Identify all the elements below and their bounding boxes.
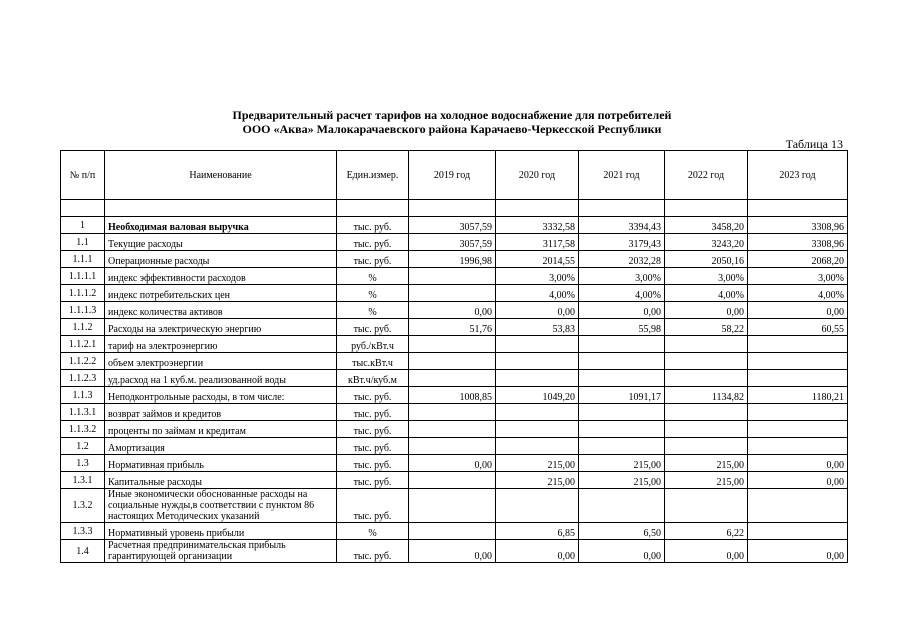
- value-2022: 4,00%: [665, 285, 748, 302]
- document-title-line-2: ООО «Аква» Малокарачаевского района Карачаево-Черкесской Республики: [242, 122, 662, 136]
- value-2020: [496, 370, 579, 387]
- value-2023: 1180,21: [748, 387, 848, 404]
- row-number: 1.1.1.1: [61, 268, 105, 285]
- table-row: [61, 234, 848, 251]
- row-name: Нормативный уровень прибыли: [105, 523, 337, 540]
- value-2023: 0,00: [748, 302, 848, 319]
- row-name: индекс эффективности расходов: [105, 268, 337, 285]
- header-2022: 2022 год: [665, 151, 748, 200]
- value-2019: [409, 268, 496, 285]
- row-number: 1.2: [61, 438, 105, 455]
- value-2022: [665, 438, 748, 455]
- table-row: [61, 319, 848, 336]
- value-2020: 4,00%: [496, 285, 579, 302]
- value-2020: 0,00: [496, 540, 579, 563]
- value-2019: 51,76: [409, 319, 496, 336]
- row-number: 1.1: [61, 234, 105, 251]
- row-name: возврат займов и кредитов: [105, 404, 337, 421]
- row-name: индекс потребительских цен: [105, 285, 337, 302]
- row-unit: руб./кВт.ч: [337, 336, 409, 353]
- row-unit: тыс. руб.: [337, 387, 409, 404]
- table-row: [61, 217, 848, 234]
- value-2021: [579, 404, 665, 421]
- value-2019: [409, 421, 496, 438]
- value-2023: 60,55: [748, 319, 848, 336]
- value-2022: 2050,16: [665, 251, 748, 268]
- header-2020: 2020 год: [496, 151, 579, 200]
- row-unit: тыс. руб.: [337, 421, 409, 438]
- value-2021: 6,50: [579, 523, 665, 540]
- value-2019: [409, 489, 496, 523]
- value-2022: 1134,82: [665, 387, 748, 404]
- row-unit: тыс. руб.: [337, 251, 409, 268]
- value-2020: 1049,20: [496, 387, 579, 404]
- row-unit: тыс. руб.: [337, 540, 409, 563]
- row-number: 1.3: [61, 455, 105, 472]
- table-row: [61, 472, 848, 489]
- value-2022: 0,00: [665, 540, 748, 563]
- value-2023: [748, 404, 848, 421]
- value-2023: [748, 336, 848, 353]
- value-2019: 1996,98: [409, 251, 496, 268]
- value-2020: [496, 353, 579, 370]
- tariff-calculation-table: [60, 150, 848, 563]
- table-row: [61, 438, 848, 455]
- header-num: № п/п: [61, 151, 105, 200]
- value-2022: [665, 353, 748, 370]
- table-row: [61, 353, 848, 370]
- value-2020: 3,00%: [496, 268, 579, 285]
- value-2021: 1091,17: [579, 387, 665, 404]
- value-2022: 3,00%: [665, 268, 748, 285]
- header-2023: 2023 год: [748, 151, 848, 200]
- table-header-row: [61, 151, 848, 200]
- value-2021: 55,98: [579, 319, 665, 336]
- document-title-line-1: Предварительный расчет тарифов на холодное водоснабжение для потребителей: [232, 108, 672, 122]
- value-2019: 3057,59: [409, 217, 496, 234]
- header-name: Наименование: [105, 151, 337, 200]
- value-2019: [409, 438, 496, 455]
- value-2023: 3308,96: [748, 234, 848, 251]
- value-2019: 0,00: [409, 540, 496, 563]
- value-2021: 215,00: [579, 455, 665, 472]
- row-unit: %: [337, 268, 409, 285]
- row-number: 1.1.3.1: [61, 404, 105, 421]
- row-unit: %: [337, 523, 409, 540]
- row-number: 1.4: [61, 540, 105, 563]
- value-2023: 2068,20: [748, 251, 848, 268]
- value-2021: [579, 421, 665, 438]
- table-row: [61, 540, 848, 563]
- row-unit: тыс. руб.: [337, 489, 409, 523]
- row-number: 1: [61, 217, 105, 234]
- value-2022: [665, 370, 748, 387]
- row-name: Текущие расходы: [105, 234, 337, 251]
- row-number: 1.3.1: [61, 472, 105, 489]
- value-2021: 0,00: [579, 302, 665, 319]
- table-row: [61, 404, 848, 421]
- row-name: Операционные расходы: [105, 251, 337, 268]
- row-unit: тыс. руб.: [337, 404, 409, 421]
- value-2022: [665, 489, 748, 523]
- row-unit: %: [337, 285, 409, 302]
- value-2019: 0,00: [409, 302, 496, 319]
- row-unit: тыс. руб.: [337, 319, 409, 336]
- table-row: [61, 302, 848, 319]
- value-2023: 0,00: [748, 540, 848, 563]
- value-2020: [496, 421, 579, 438]
- value-2023: 3,00%: [748, 268, 848, 285]
- table-row: [61, 251, 848, 268]
- value-2019: [409, 404, 496, 421]
- value-2019: [409, 336, 496, 353]
- value-2019: [409, 353, 496, 370]
- value-2019: [409, 370, 496, 387]
- value-2021: 4,00%: [579, 285, 665, 302]
- row-unit: тыс. руб.: [337, 217, 409, 234]
- row-name: Расчетная предпринимательская прибыль гарантирующей организации: [105, 540, 337, 563]
- value-2022: 58,22: [665, 319, 748, 336]
- table-row: [61, 370, 848, 387]
- value-2020: 2014,55: [496, 251, 579, 268]
- row-unit: кВт.ч/куб.м: [337, 370, 409, 387]
- value-2021: 2032,28: [579, 251, 665, 268]
- row-number: 1.3.2: [61, 489, 105, 523]
- row-name: проценты по займам и кредитам: [105, 421, 337, 438]
- value-2021: 3394,43: [579, 217, 665, 234]
- value-2020: 3117,58: [496, 234, 579, 251]
- value-2021: 3,00%: [579, 268, 665, 285]
- value-2021: [579, 336, 665, 353]
- value-2023: 4,00%: [748, 285, 848, 302]
- value-2020: 0,00: [496, 302, 579, 319]
- value-2019: 3057,59: [409, 234, 496, 251]
- value-2020: 215,00: [496, 455, 579, 472]
- value-2020: [496, 438, 579, 455]
- table-row: [61, 268, 848, 285]
- table-row: [61, 455, 848, 472]
- row-number: 1.1.1.2: [61, 285, 105, 302]
- value-2022: 0,00: [665, 302, 748, 319]
- value-2023: 3308,96: [748, 217, 848, 234]
- value-2021: [579, 353, 665, 370]
- row-unit: тыс.кВт.ч: [337, 353, 409, 370]
- value-2019: [409, 523, 496, 540]
- value-2019: 1008,85: [409, 387, 496, 404]
- row-name: Неподконтрольные расходы, в том числе:: [105, 387, 337, 404]
- row-number: 1.1.1: [61, 251, 105, 268]
- value-2022: 215,00: [665, 455, 748, 472]
- row-name: Расходы на электрическую энергию: [105, 319, 337, 336]
- value-2019: 0,00: [409, 455, 496, 472]
- value-2022: [665, 404, 748, 421]
- row-name: объем электроэнергии: [105, 353, 337, 370]
- table-row: [61, 336, 848, 353]
- spacer-row: [61, 200, 848, 217]
- value-2022: [665, 336, 748, 353]
- value-2023: [748, 353, 848, 370]
- table-number-label: Таблица 13: [785, 137, 843, 151]
- row-unit: тыс. руб.: [337, 455, 409, 472]
- value-2021: 215,00: [579, 472, 665, 489]
- row-name: Капитальные расходы: [105, 472, 337, 489]
- value-2021: [579, 489, 665, 523]
- row-name: Нормативная прибыль: [105, 455, 337, 472]
- row-name: тариф на электроэнергию: [105, 336, 337, 353]
- row-name: уд.расход на 1 куб.м. реализованной воды: [105, 370, 337, 387]
- value-2023: [748, 370, 848, 387]
- value-2022: 3243,20: [665, 234, 748, 251]
- value-2020: 3332,58: [496, 217, 579, 234]
- header-2021: 2021 год: [579, 151, 665, 200]
- value-2020: 53,83: [496, 319, 579, 336]
- value-2020: 6,85: [496, 523, 579, 540]
- row-name: Иные экономически обоснованные расходы на социальные нужды,в соответствии с пунктом 86 настоящих Методических указаний: [105, 489, 337, 523]
- row-unit: тыс. руб.: [337, 438, 409, 455]
- value-2023: [748, 523, 848, 540]
- value-2023: [748, 438, 848, 455]
- value-2022: [665, 421, 748, 438]
- table-row: [61, 489, 848, 523]
- table-row: [61, 387, 848, 404]
- row-name: Необходимая валовая выручка: [105, 217, 337, 234]
- value-2023: 0,00: [748, 455, 848, 472]
- value-2019: [409, 472, 496, 489]
- value-2022: 6,22: [665, 523, 748, 540]
- value-2021: 3179,43: [579, 234, 665, 251]
- value-2023: [748, 489, 848, 523]
- row-unit: тыс. руб.: [337, 472, 409, 489]
- row-number: 1.1.2.2: [61, 353, 105, 370]
- row-number: 1.1.3: [61, 387, 105, 404]
- value-2020: 215,00: [496, 472, 579, 489]
- value-2020: [496, 404, 579, 421]
- table-row: [61, 285, 848, 302]
- table-row: [61, 421, 848, 438]
- row-unit: тыс. руб.: [337, 234, 409, 251]
- header-unit: Един.измер.: [337, 151, 409, 200]
- value-2023: [748, 421, 848, 438]
- row-unit: %: [337, 302, 409, 319]
- value-2022: 215,00: [665, 472, 748, 489]
- header-2019: 2019 год: [409, 151, 496, 200]
- row-number: 1.1.3.2: [61, 421, 105, 438]
- row-name: Амортизация: [105, 438, 337, 455]
- value-2019: [409, 285, 496, 302]
- row-name: индекс количества активов: [105, 302, 337, 319]
- row-number: 1.1.2.3: [61, 370, 105, 387]
- value-2022: 3458,20: [665, 217, 748, 234]
- row-number: 1.1.2: [61, 319, 105, 336]
- row-number: 1.1.1.3: [61, 302, 105, 319]
- value-2021: [579, 370, 665, 387]
- row-number: 1.3.3: [61, 523, 105, 540]
- row-number: 1.1.2.1: [61, 336, 105, 353]
- value-2023: 0,00: [748, 472, 848, 489]
- table-row: [61, 523, 848, 540]
- value-2021: 0,00: [579, 540, 665, 563]
- value-2021: [579, 438, 665, 455]
- value-2020: [496, 489, 579, 523]
- value-2020: [496, 336, 579, 353]
